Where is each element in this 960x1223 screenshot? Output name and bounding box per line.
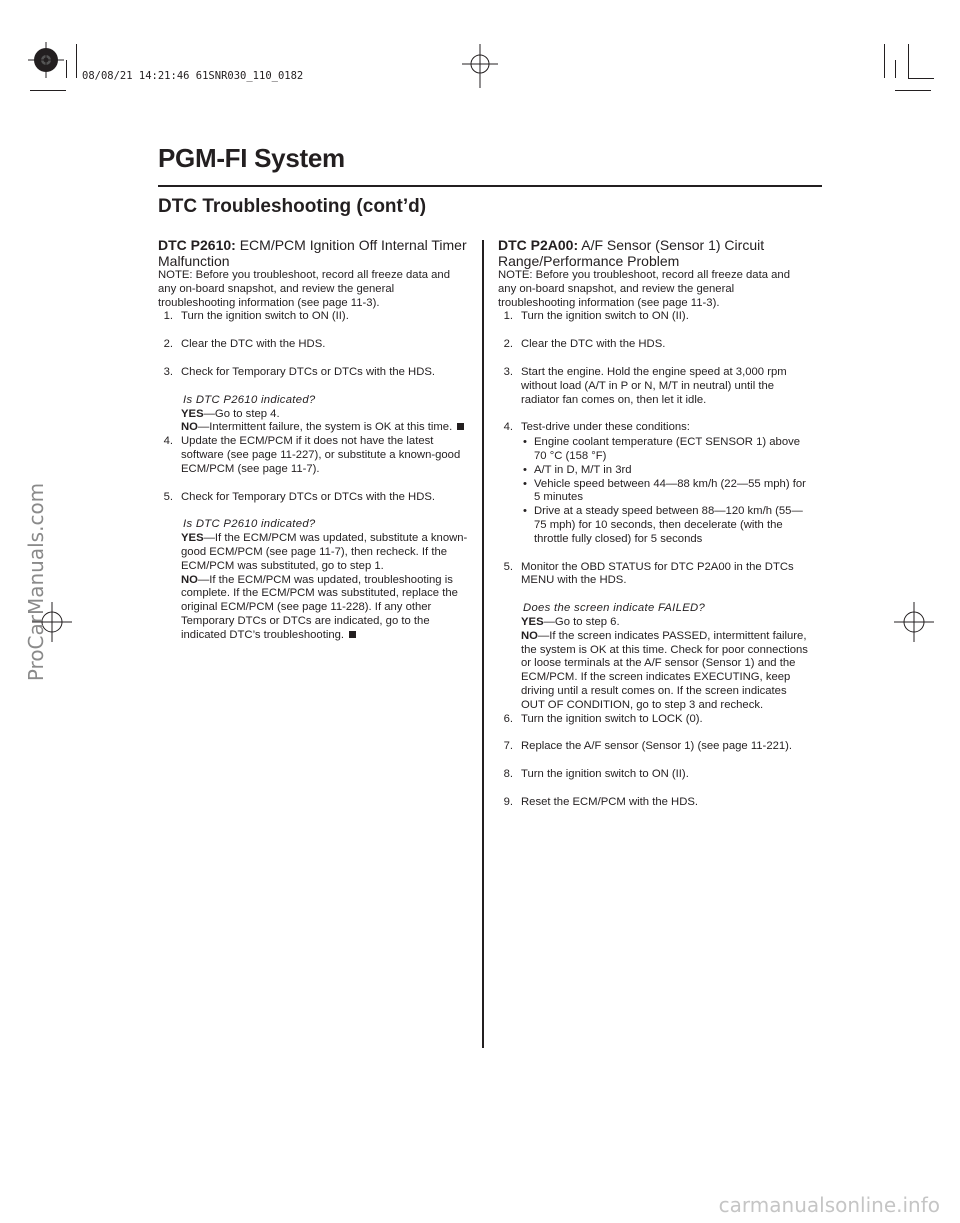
step-number: 5. [503, 560, 513, 573]
step-number: 4. [503, 421, 513, 434]
step-number: 6. [503, 712, 513, 725]
step-text: Update the ECM/PCM if it does not have the latest software (see page 11-227), or substitute a known-good ECM/PCM (see page 11-7). [181, 435, 461, 475]
step-text: Turn the ignition switch to ON (II). [521, 768, 689, 781]
step [498, 310, 808, 324]
step [498, 338, 808, 352]
crop-mark [30, 90, 66, 91]
no-label: NO [181, 573, 198, 586]
no-label: NO [521, 629, 538, 642]
crop-mark [895, 60, 896, 78]
list-item [523, 436, 808, 464]
footer-watermark: carmanualsonline.info [718, 1193, 940, 1217]
dtc-code: DTC P2610: [158, 237, 236, 253]
step-text: Clear the DTC with the HDS. [521, 338, 666, 351]
answer-yes: YES—Go to step 4. [181, 407, 280, 420]
crop-mark [908, 44, 909, 78]
dtc-heading [498, 238, 808, 269]
question: Does the screen indicate FAILED? [523, 602, 706, 615]
bullet-icon: • [523, 477, 527, 490]
answer-no: NO—Intermittent failure, the system is OK at this time. [158, 421, 468, 435]
condition-text: Engine coolant temperature (ECT SENSOR 1) above 70 °C (158 °F) [534, 436, 801, 462]
step-text: Turn the ignition switch to LOCK (0). [521, 712, 703, 725]
step-number: 3. [163, 365, 173, 378]
section-title: DTC Troubleshooting (cont’d) [158, 196, 427, 217]
step-number: 2. [503, 338, 513, 351]
step-text: Clear the DTC with the HDS. [181, 338, 326, 351]
step [158, 366, 468, 380]
bullet-icon: • [523, 463, 527, 476]
registration-crosshair-icon [894, 600, 934, 644]
step-text: Turn the ignition switch to ON (II). [181, 310, 349, 323]
list-item [523, 478, 808, 506]
no-text: If the ECM/PCM was updated, troubleshooting is complete. If the ECM/PCM was substituted, replace the original ECM/PCM (see page 11-228). If any other Temporary DTCs or DTCs are indicated, go to the indicated DTC’s troubleshooting. [181, 573, 458, 641]
step [498, 796, 808, 810]
registration-target-icon [28, 40, 64, 80]
dtc-title: A/F Sensor (Sensor 1) Circuit Range/Performance Problem [498, 237, 765, 269]
list-item [523, 464, 808, 478]
crop-mark [895, 90, 931, 91]
yes-text: If the ECM/PCM was updated, substitute a known-good ECM/PCM (see page 11-7), then recheck. If the ECM/PCM was substituted, go to step 1. [181, 532, 468, 572]
condition-list [521, 436, 808, 546]
answer-no: NO—If the ECM/PCM was updated, troubleshooting is complete. If the ECM/PCM was substituted, replace the original ECM/PCM (see page 11-228). If any other Temporary DTCs or DTCs are indicated, go to the indicated DTC’s troubleshooting. [181, 573, 458, 641]
page-title: PGM-FI System [158, 143, 345, 173]
no-text: If the screen indicates PASSED, intermittent failure, the system is OK at this time. Check for poor connections or loose terminals at the A/F sensor (Sensor 1) and the ECM/PCM. If the screen indicates EXECUTING, keep driving until a result comes on. If the screen indicates OUT OF CONDITION, go to step 3 and recheck. [521, 629, 808, 711]
no-text: Intermittent failure, the system is OK at this time. [209, 421, 453, 434]
crop-mark [66, 60, 67, 78]
dtc-p2a00-column [498, 238, 808, 824]
step-number: 3. [503, 365, 513, 378]
answer-no: NO—If the screen indicates PASSED, intermittent failure, the system is OK at this time. Check for poor connections or loose terminals at the A/F sensor (Sensor 1) and the ECM/PCM. If the screen indicates EXECUTING, keep driving until a result comes on. If the screen indicates OUT OF CONDITION, go to step 3 and recheck. [521, 629, 808, 711]
step-text: Monitor the OBD STATUS for DTC P2A00 in the DTCs MENU with the HDS. [521, 560, 794, 587]
crop-mark [76, 44, 77, 78]
condition-text: Drive at a steady speed between 88—120 km/h (55—75 mph) for 10 seconds, then decelerate (with the throttle fully closed) for 5 seconds [534, 505, 803, 545]
condition-text: Vehicle speed between 44—88 km/h (22—55 mph) for 5 minutes [534, 477, 806, 504]
side-watermark: ProCarManuals.com [24, 482, 48, 682]
yes-text: Go to step 4. [214, 407, 280, 420]
crop-mark [908, 78, 934, 79]
step-text: Check for Temporary DTCs or DTCs with the HDS. [181, 490, 436, 503]
title-rule [158, 185, 822, 187]
step [158, 310, 468, 324]
bullet-icon: • [523, 436, 527, 449]
step-number: 4. [163, 435, 173, 448]
step [158, 491, 468, 505]
no-label: NO [181, 421, 198, 434]
yes-label: YES [181, 407, 204, 420]
step-text: Start the engine. Hold the engine speed at 3,000 rpm without load (A/T in P or N, M/T in neutral) until the radiator fan comes on, then let it idle. [521, 365, 787, 406]
step-number: 1. [163, 310, 173, 323]
yes-label: YES [181, 532, 204, 545]
print-stamp: 08/08/21 14:21:46 61SNR030_110_0182 [82, 70, 304, 82]
step [498, 713, 808, 727]
yes-label: YES [521, 615, 544, 628]
yes-text: Go to step 6. [554, 615, 620, 628]
dtc-code: DTC P2A00: [498, 237, 579, 253]
question: Is DTC P2610 indicated? [183, 393, 316, 406]
note: NOTE: Before you troubleshoot, record all freeze data and any on-board snapshot, and review the general troubleshooting information (see page 11-3). [158, 269, 450, 309]
answer-yes: YES—If the ECM/PCM was updated, substitute a known-good ECM/PCM (see page 11-7), then recheck. If the ECM/PCM was substituted, go to step 1. [181, 532, 468, 572]
step-number: 7. [503, 740, 513, 753]
step-text: Test-drive under these conditions: [521, 421, 690, 434]
step-text: Replace the A/F sensor (Sensor 1) (see page 11-221). [521, 740, 793, 753]
step [498, 366, 808, 407]
step-text: Reset the ECM/PCM with the HDS. [521, 795, 699, 808]
end-mark-icon [349, 631, 356, 638]
step [498, 421, 808, 546]
crop-mark [884, 44, 885, 78]
dtc-p2610-column [158, 238, 468, 643]
step [498, 740, 808, 754]
note: NOTE: Before you troubleshoot, record all freeze data and any on-board snapshot, and review the general troubleshooting information (see page 11-3). [498, 269, 790, 309]
dtc-title: ECM/PCM Ignition Off Internal Timer Malfunction [158, 237, 467, 269]
step [158, 338, 468, 352]
step [158, 435, 468, 476]
step-text: Turn the ignition switch to ON (II). [521, 310, 689, 323]
question: Is DTC P2610 indicated? [183, 518, 316, 531]
step [498, 768, 808, 782]
step-number: 5. [163, 490, 173, 503]
step-number: 2. [163, 338, 173, 351]
step-text: Check for Temporary DTCs or DTCs with the HDS. [181, 365, 436, 378]
end-mark-icon [457, 423, 464, 430]
step-number: 8. [503, 768, 513, 781]
answer-yes: YES—Go to step 6. [521, 615, 620, 628]
column-divider [482, 240, 484, 1048]
step-number: 1. [503, 310, 513, 323]
dtc-heading [158, 238, 468, 269]
registration-crosshair-icon [462, 40, 498, 90]
condition-text: A/T in D, M/T in 3rd [534, 463, 632, 476]
bullet-icon: • [523, 505, 527, 518]
list-item [523, 505, 808, 546]
step [498, 561, 808, 589]
step-number: 9. [503, 795, 513, 808]
